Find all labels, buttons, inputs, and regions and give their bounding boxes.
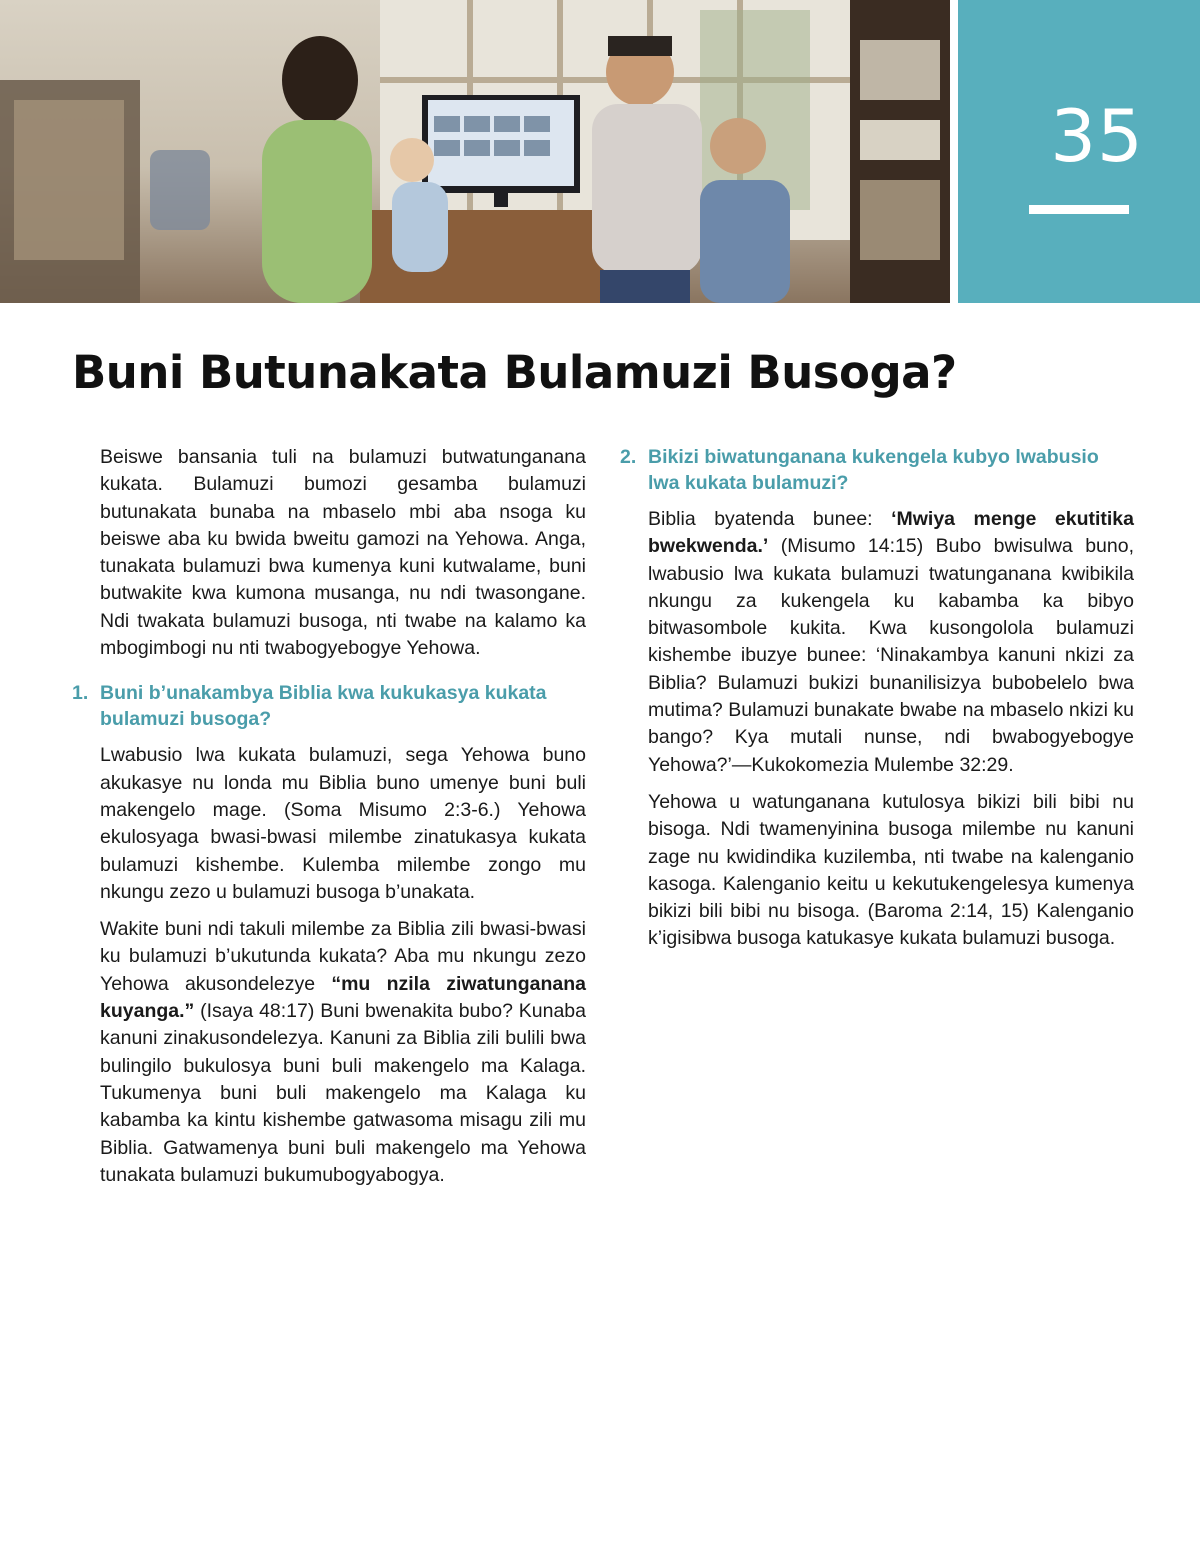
section-1-paragraph-2-end: (Isaya 48:17) Buni bwenakita bubo? Kunaba kanuni zinakusondelezya. Kanuni za Biblia zili bulili bwa bulingilo bukulosya buni buli makengelo ma Kalaga. Tukumenya buni buli makengelo ma Kalaga ku kabamba ka kintu kishembe gatwasoma misagu zili mu Biblia. Gatwamenya buni buli makengelo ma Yehowa tunakata bulamuzi bukumubogyabogya. xyxy=(100,1000,586,1186)
section-1-paragraph-2 xyxy=(100,916,586,1189)
lesson-number-badge xyxy=(958,0,1200,303)
section-2-paragraph-1-end: (Misumo 14:15) Bubo bwisulwa buno, lwabusio lwa kukata bulamuzi twatunganana kwibikila nkungu za kukengela ku kabamba ka bibyo bitwasombole kukita. Kwa kusongolola bulamuzi kishembe ibuzye bunee: ‘Ninakambya kanuni nkizi za Biblia? Bulamuzi bukizi bunanilisizya bubobelelo bwa mutima? Bulamuzi bunakate bwabe na mbaselo nkizi ku bango? Kya mutali nunse, ndi bwabogyebogye Yehowa?’—Kukokomezia Mulembe 32:29. xyxy=(648,535,1134,776)
question-1-heading xyxy=(72,680,586,732)
section-2-paragraph-1-start: Biblia byatenda bunee: xyxy=(648,508,892,530)
section-1-paragraph-2-start: Wakite buni ndi takuli milembe za Biblia zili bwasi-bwasi ku bulamuzi b’ukutunda kukata? Aba mu nkungu zezo Yehowa akusondelezye xyxy=(100,918,586,995)
intro-paragraph: Beiswe bansania tuli na bulamuzi butwatunganana kukata. Bulamuzi bumozi gesamba bulamuzi butunakata bunaba na mbaselo mbi aba nsoga ku beiswe aba ku bwida bweitu gamozi na Yehowa. Anga, tunakata bulamuzi bwa kumenya kuni kutwalame, buni butwakite kwa kumona musanga, nu ndi twasongane. Ndi twakata bulamuzi busoga, nti twabe na kalamo ka mbogimbogi nu nti twabogyebogye Yehowa. xyxy=(100,446,586,660)
question-1-number: 1. xyxy=(72,682,89,705)
left-column xyxy=(72,444,586,1199)
page-title: Buni Butunakata Bulamuzi Busoga? xyxy=(72,346,957,399)
section-1-paragraph-1: Lwabusio lwa kukata bulamuzi, sega Yehowa buno akukasye nu londa mu Biblia buno umenye buni buli makengelo mage. (Soma Misumo 2:3-6.) Yehowa ekulosyaga bwasi-bwasi milembe zinatukasya kukata bulamuzi kishembe. Kulemba milembe zongo mu nkungu zezo u bulamuzi busoga b’unakata. xyxy=(100,744,586,903)
scripture-quote-proverbs: ‘Mwiya menge ekutitika bwekwenda.’ xyxy=(648,508,1135,558)
question-2-heading xyxy=(620,444,1134,496)
family-photo xyxy=(0,0,950,303)
question-2-number: 2. xyxy=(620,446,637,468)
question-1-text: Buni b’unakambya Biblia kwa kukukasya kukata bulamuzi busoga? xyxy=(100,682,547,731)
lesson-number-underline xyxy=(1029,205,1129,214)
question-2-text: Bikizi biwatunganana kukengela kubyo lwabusio lwa kukata bulamuzi? xyxy=(648,446,1099,494)
scripture-quote-isaiah: “mu nzila ziwatunganana kuyanga.” xyxy=(100,972,586,1023)
section-2-paragraph-1 xyxy=(648,506,1134,779)
lesson-number: 35 xyxy=(1050,94,1144,178)
right-column xyxy=(620,444,1134,963)
section-2-paragraph-2: Yehowa u watunganana kutulosya bikizi bili bibi nu bisoga. Ndi twamenyinina busoga milembe nu kanuni zage nu kwidindika kuzilemba, nti twabe na kalenganio kasoga. Kalenganio keitu u kekutukengelesya kumenya bikizi bili bibi nu bisoga. (Baroma 2:14, 15) Kalenganio k’igisibwa busoga katukasye kukata bulamuzi busoga. xyxy=(648,790,1134,950)
